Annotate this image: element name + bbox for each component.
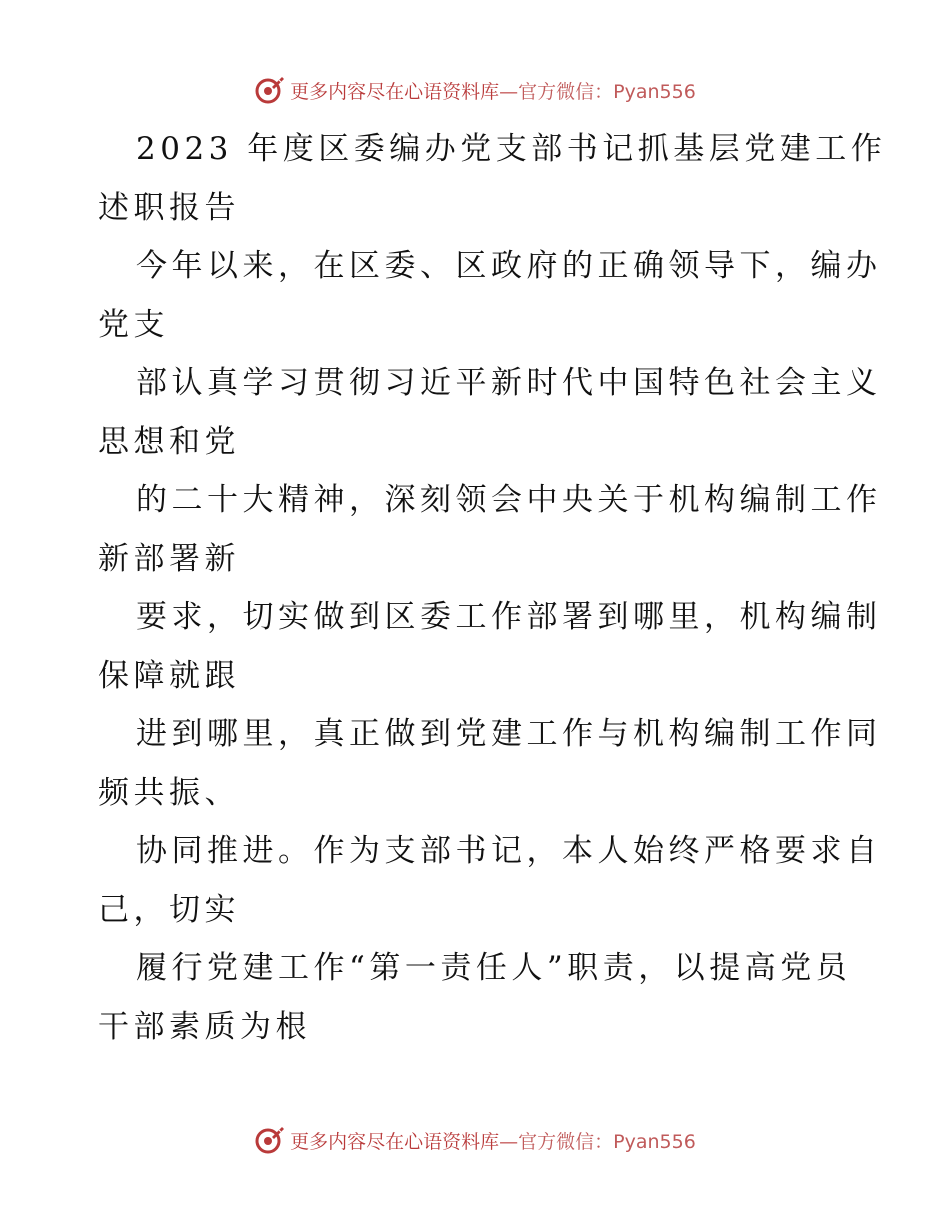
document-line: 进到哪里，真正做到党建工作与机构编制工作同 [136,716,882,752]
header-banner-main: 更多内容尽在心语资料库 [290,80,500,103]
document-line: 的二十大精神，深刻领会中央关于机构编制工作 [136,482,882,518]
footer-banner-separator: — [499,1130,519,1153]
document-line: 保障就跟 [98,657,240,694]
footer-banner-text [290,1127,696,1154]
document-line: 今年以来，在区委、区政府的正确领导下，编办 [136,248,882,284]
pen-logo-icon [254,74,286,106]
footer-banner [0,1120,950,1160]
header-banner [0,70,950,110]
document-line: 思想和党 [98,423,240,460]
document-line: 部认真学习贯彻习近平新时代中国特色社会主义 [136,365,882,401]
document-line: 频共振、 [98,774,240,811]
document-line: 党支 [98,306,169,343]
header-banner-wechat: 官方微信：Pyan556 [518,80,696,103]
document-body [98,120,887,1056]
document-line: 履行党建工作“第一责任人”职责，以提高党员 [136,950,852,986]
document-line: 新部署新 [98,540,240,577]
document-line: 述职报告 [98,189,240,226]
document-line: 干部素质为根 [98,1008,311,1045]
footer-banner-wechat: 官方微信：Pyan556 [518,1130,696,1153]
pen-logo-icon [254,1124,286,1156]
footer-banner-main: 更多内容尽在心语资料库 [290,1130,500,1153]
document-line: 2023 年度区委编办党支部书记抓基层党建工作 [136,131,887,167]
document-line: 协同推进。作为支部书记，本人始终严格要求自 [136,833,882,869]
document-line: 要求，切实做到区委工作部署到哪里，机构编制 [136,599,882,635]
document-line: 己，切实 [98,891,240,928]
header-banner-text [290,77,696,104]
header-banner-separator: — [499,80,519,103]
